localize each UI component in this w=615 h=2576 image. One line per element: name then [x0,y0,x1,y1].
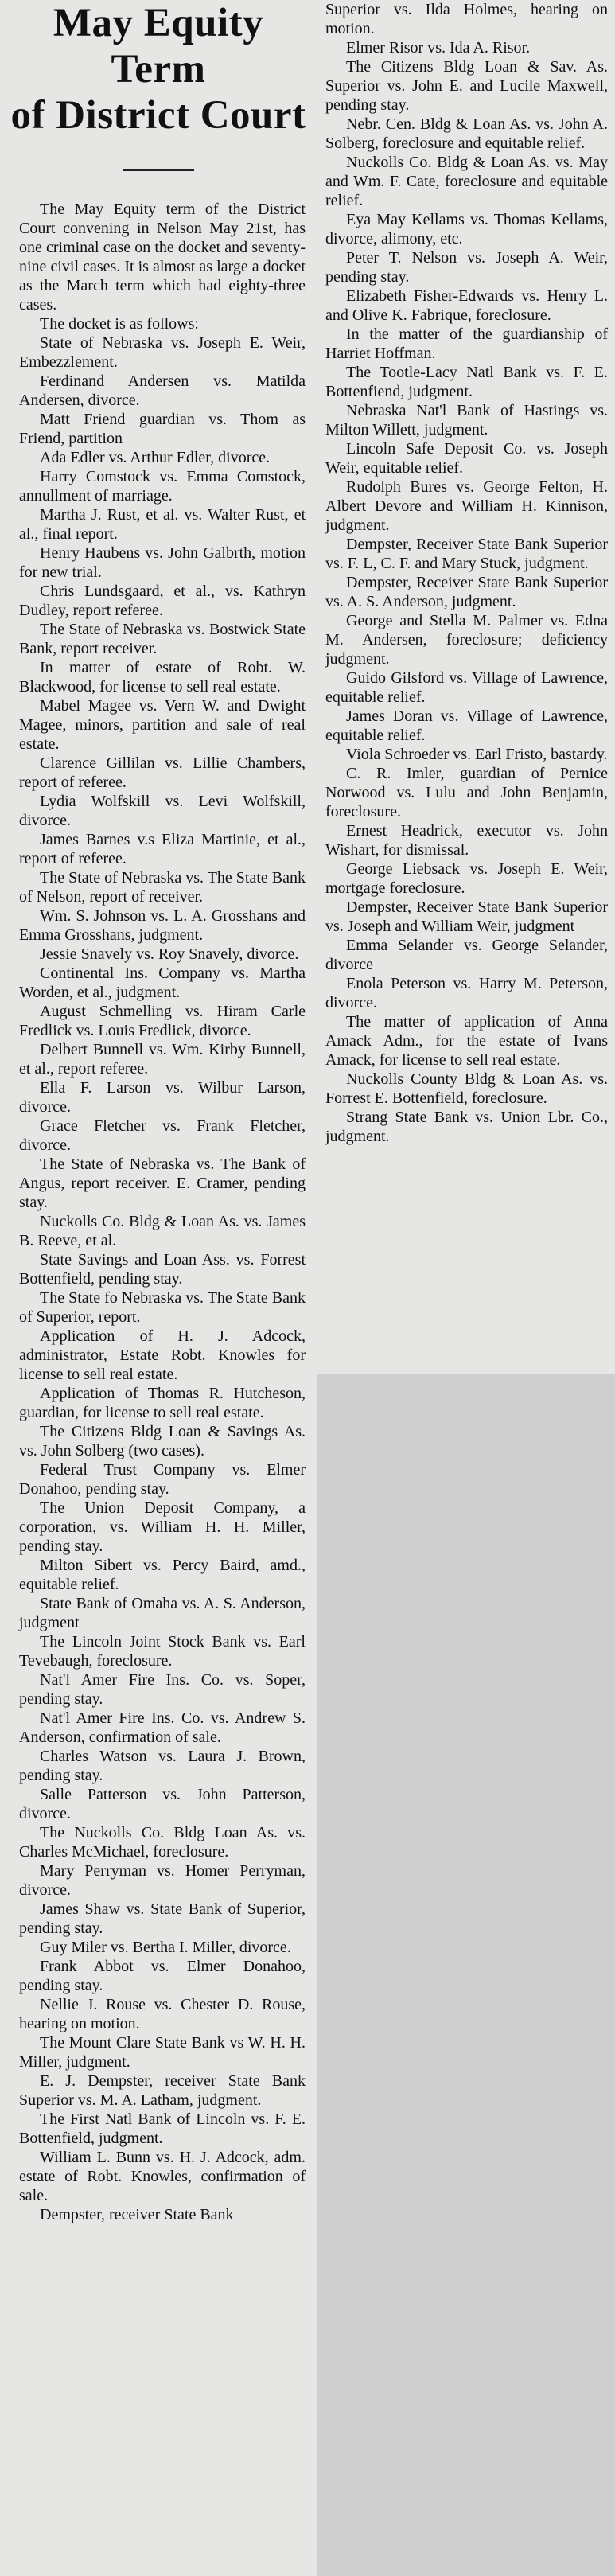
docket-entry: Enola Peterson vs. Harry M. Peterson, divorce. [325,975,608,1011]
docket-entry: Guido Gilsford vs. Village of Lawrence, equitable relief. [325,669,608,706]
docket-entry: Elizabeth Fisher-Edwards vs. Henry L. and Olive K. Fabrique, foreclosure. [325,287,608,324]
docket-entry: Peter T. Nelson vs. Joseph A. Weir, pending stay. [325,249,608,286]
docket-entry: William L. Bunn vs. H. J. Adcock, adm. estate of Robt. Knowles, confirmation of sale. [19,2149,306,2204]
docket-entry: August Schmelling vs. Hiram Carle Fredlick vs. Louis Fredlick, divorce. [19,1003,306,1039]
docket-entry: Guy Miler vs. Bertha I. Miller, divorce. [40,1939,291,1956]
docket-entry: The Lincoln Joint Stock Bank vs. Earl Tevebaugh, foreclosure. [19,1633,306,1670]
docket-entry: Charles Watson vs. Laura J. Brown, pending stay. [19,1748,306,1784]
docket-entry: James Doran vs. Village of Lawrence, equitable relief. [325,707,608,744]
docket-entry: Eya May Kellams vs. Thomas Kellams, divorce, alimony, etc. [325,211,608,247]
docket-entry: State Savings and Loan Ass. vs. Forrest Bottenfield, pending stay. [19,1251,306,1288]
docket-entry: Nebr. Cen. Bldg & Loan As. vs. John A. Solberg, foreclosure and equitable relief. [325,115,608,152]
headline-line-2: of District Court [10,93,306,138]
docket-entry: Martha J. Rust, et al. vs. Walter Rust, et al., final report. [19,506,306,543]
docket-entry: The Nuckolls Co. Bldg Loan As. vs. Charles McMichael, foreclosure. [19,1824,306,1861]
docket-entry: George Liebsack vs. Joseph E. Weir, mortgage foreclosure. [325,860,608,897]
docket-entry: Lydia Wolfskill vs. Levi Wolfskill, divorce. [19,793,306,829]
docket-entry: State Bank of Omaha vs. A. S. Anderson, judgment [19,1595,306,1631]
docket-entry: Nuckolls Co. Bldg & Loan As. vs. May and Wm. F. Cate, foreclosure and equitable relief. [325,154,608,209]
docket-entry: The State of Nebraska vs. Bostwick State Bank, report receiver. [19,621,306,657]
docket-entry: Frank Abbot vs. Elmer Donahoo, pending stay. [19,1958,306,1994]
headline-line-1: May Equity Term [53,1,264,92]
docket-entry: Emma Selander vs. George Selander, divorce [325,937,608,973]
docket-entry: Matt Friend guardian vs. Thom as Friend, partition [19,411,306,447]
docket-entry: Mary Perryman vs. Homer Perryman, divorce. [19,1862,306,1899]
docket-entry: Dempster, Receiver State Bank Superior vs. Joseph and William Weir, judgment [325,898,608,935]
docket-entry: Nat'l Amer Fire Ins. Co. vs. Soper, pending stay. [19,1671,306,1708]
headline [0,0,317,138]
docket-entry: Salle Patterson vs. John Patterson, divorce. [19,1786,306,1822]
docket-entry: The May Equity term of the District Court convening in Nelson May 21st, has one criminal case on the docket and seventy-nine civil cases. It is almost as large a docket as the March term which had eighty-three cases. [19,201,306,314]
left-column-body [0,200,317,2224]
docket-entry: Continental Ins. Company vs. Martha Worden, et al., judgment. [19,965,306,1001]
docket-entry: George and Stella M. Palmer vs. Edna M. Andersen, foreclosure; deficiency judgment. [325,612,608,668]
docket-entry: Ernest Headrick, executor vs. John Wishart, for dismissal. [325,822,608,859]
docket-entry: Application of Thomas R. Hutcheson, guardian, for license to sell real estate. [19,1385,306,1421]
docket-entry: Ella F. Larson vs. Wilbur Larson, divorce. [19,1079,306,1116]
docket-entry: Dempster, Receiver State Bank Superior vs. A. S. Anderson, judgment. [325,574,608,610]
docket-entry: The State of Nebraska vs. The State Bank of Nelson, report of receiver. [19,869,306,906]
docket-entry: The Union Deposit Company, a corporation, vs. William H. H. Miller, pending stay. [19,1499,306,1555]
docket-entry: Delbert Bunnell vs. Wm. Kirby Bunnell, et al., report referee. [19,1041,306,1078]
right-column [317,0,615,1374]
docket-entry: The docket is as follows: [40,315,199,333]
docket-entry: E. J. Dempster, receiver State Bank Superior vs. M. A. Latham, judgment. [19,2072,306,2109]
docket-entry: Ada Edler vs. Arthur Edler, divorce. [40,449,271,466]
docket-entry: Federal Trust Company vs. Elmer Donahoo, pending stay. [19,1461,306,1498]
docket-entry: Rudolph Bures vs. George Felton, H. Albert Devore and William H. Kinnison, judgment. [325,478,608,534]
docket-entry: The State fo Nebraska vs. The State Bank of Superior, report. [19,1289,306,1326]
docket-entry: Chris Lundsgaard, et al., vs. Kathryn Dudley, report referee. [19,583,306,619]
docket-entry: Application of H. J. Adcock, administrator, Estate Robt. Knowles for license to sell real estate. [19,1327,306,1383]
docket-entry: James Shaw vs. State Bank of Superior, pending stay. [19,1900,306,1937]
docket-entry: Superior vs. Ilda Holmes, hearing on motion. [325,1,608,37]
docket-entry: The Mount Clare State Bank vs W. H. H. Miller, judgment. [19,2034,306,2071]
docket-entry: State of Nebraska vs. Joseph E. Weir, Embezzlement. [19,334,306,371]
docket-entry: Nat'l Amer Fire Ins. Co. vs. Andrew S. Anderson, confirmation of sale. [19,1709,306,1746]
docket-entry: Nuckolls County Bldg & Loan As. vs. Forrest E. Bottenfield, foreclosure. [325,1070,608,1107]
docket-entry: Mabel Magee vs. Vern W. and Dwight Magee, minors, partition and sale of real estate. [19,697,306,753]
docket-entry: The State of Nebraska vs. The Bank of Angus, report receiver. E. Cramer, pending stay. [19,1155,306,1211]
docket-entry: Lincoln Safe Deposit Co. vs. Joseph Weir, equitable relief. [325,440,608,477]
docket-entry: Nebraska Nat'l Bank of Hastings vs. Milton Willett, judgment. [325,402,608,438]
docket-entry: The Tootle-Lacy Natl Bank vs. F. E. Bottenfiend, judgment. [325,364,608,400]
docket-entry: The matter of application of Anna Amack Adm., for the estate of Ivans Amack, for license to sell real estate. [325,1013,608,1069]
docket-entry: In matter of estate of Robt. W. Blackwood, for license to sell real estate. [19,659,306,696]
docket-entry: Milton Sibert vs. Percy Baird, amd., equitable relief. [19,1557,306,1593]
docket-entry: Harry Comstock vs. Emma Comstock, annullment of marriage. [19,468,306,505]
docket-entry: Ferdinand Andersen vs. Matilda Andersen, divorce. [19,372,306,409]
headline-rule [123,169,194,171]
docket-entry: Dempster, receiver State Bank [40,2206,234,2223]
docket-entry: Wm. S. Johnson vs. L. A. Grosshans and Emma Grosshans, judgment. [19,907,306,944]
docket-entry: Henry Haubens vs. John Galbrth, motion for new trial. [19,544,306,581]
docket-entry: Dempster, Receiver State Bank Superior vs. F. L, C. F. and Mary Stuck, judgment. [325,536,608,572]
docket-entry: Jessie Snavely vs. Roy Snavely, divorce. [40,945,299,963]
docket-entry: Nellie J. Rouse vs. Chester D. Rouse, hearing on motion. [19,1996,306,2032]
docket-entry: In the matter of the guardianship of Harriet Hoffman. [325,325,608,362]
docket-entry: Viola Schroeder vs. Earl Fristo, bastardy. [346,746,608,763]
docket-entry: The Citizens Bldg Loan & Sav. As. Superior vs. John E. and Lucile Maxwell, pending stay. [325,58,608,114]
docket-entry: Clarence Gillilan vs. Lillie Chambers, report of referee. [19,754,306,791]
docket-entry: Grace Fletcher vs. Frank Fletcher, divorce. [19,1117,306,1154]
docket-entry: James Barnes v.s Eliza Martinie, et al., report of referee. [19,831,306,867]
docket-entry: The Citizens Bldg Loan & Savings As. vs. John Solberg (two cases). [19,1423,306,1459]
docket-entry: Elmer Risor vs. Ida A. Risor. [346,39,531,57]
docket-entry: Nuckolls Co. Bldg & Loan As. vs. James B. Reeve, et al. [19,1213,306,1249]
right-column-body [317,0,615,1146]
docket-entry: C. R. Imler, guardian of Pernice Norwood vs. Lulu and John Benjamin, foreclosure. [325,765,608,820]
docket-entry: The First Natl Bank of Lincoln vs. F. E. Bottenfield, judgment. [19,2110,306,2147]
docket-entry: Strang State Bank vs. Union Lbr. Co., judgment. [325,1109,608,1145]
